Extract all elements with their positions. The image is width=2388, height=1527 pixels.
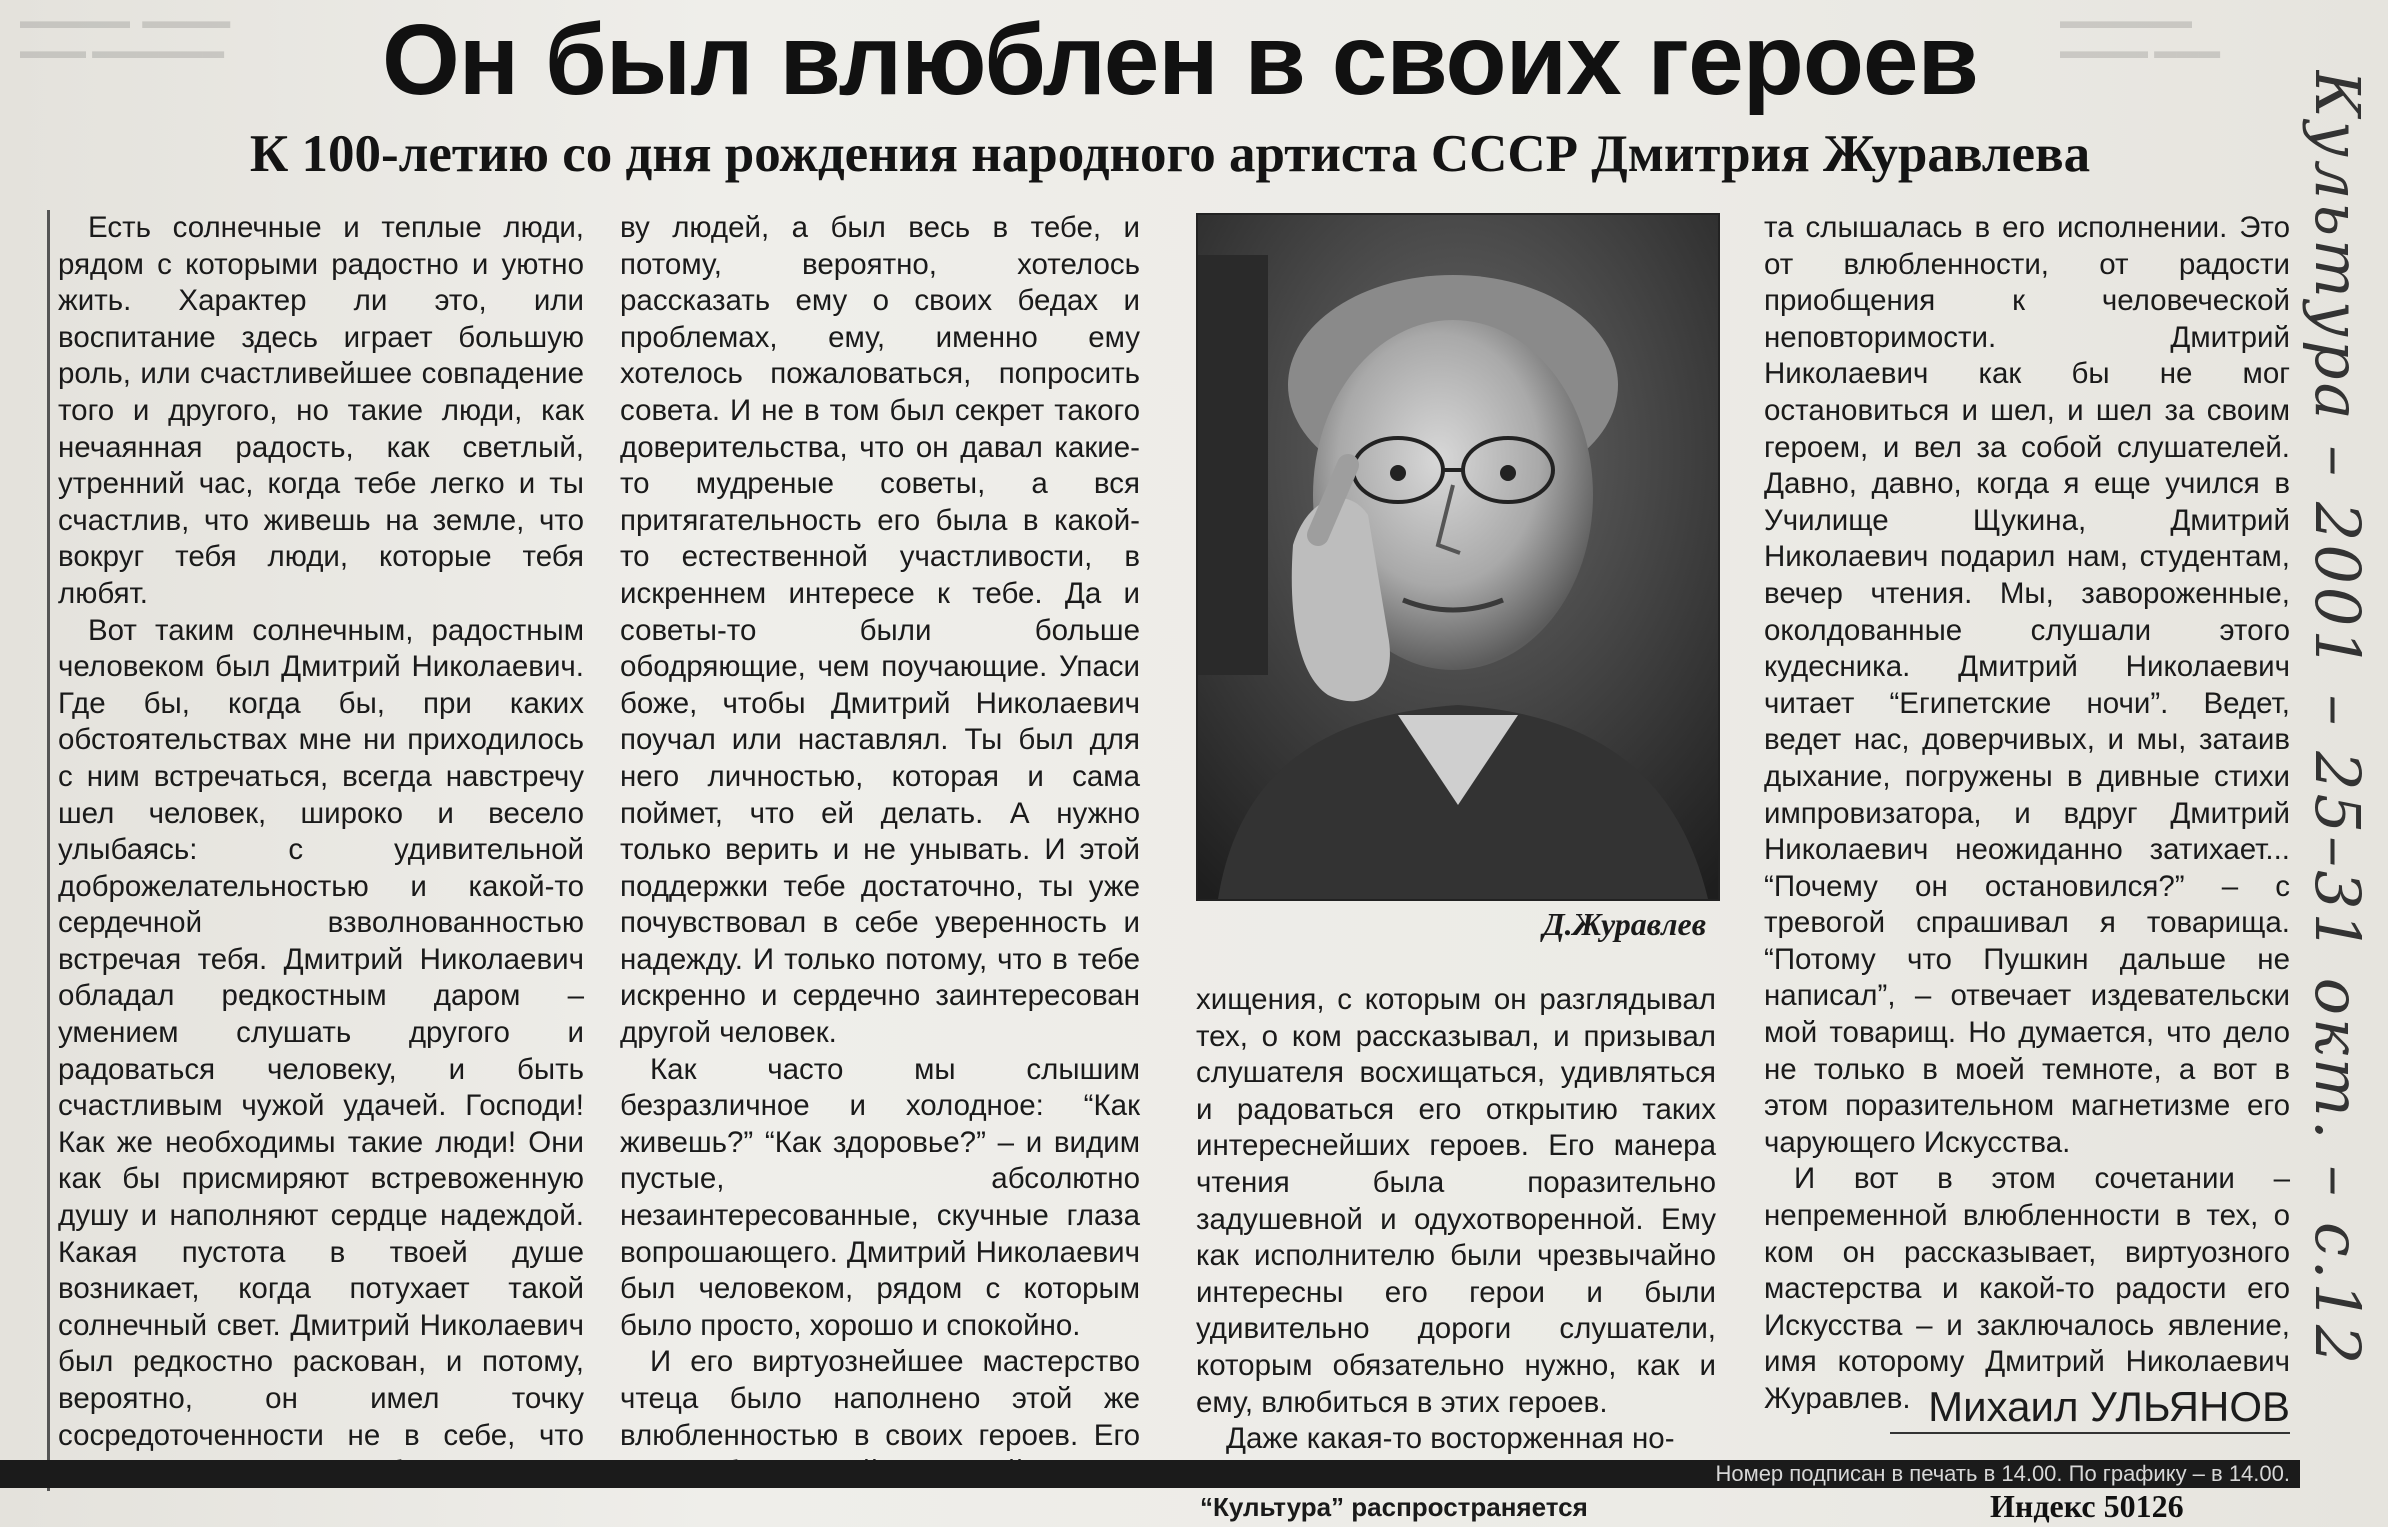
handwritten-annotation-text: Культура – 2001 – 25–31 окт. – с.12 [2301,70,2374,1368]
paragraph: Как часто мы слышим безразличное и холодное: “Как живешь?” “Как здоровье?” – и видим пустые, абсолютно незаинтересованные, скучные глаза вопрошающего. Дмитрий Николаевич был человеком, рядом с которым было просто, хорошо и спокойно. [620,1052,1140,1342]
article-author: Михаил УЛЬЯНОВ [1928,1383,2290,1430]
handwritten-annotation [2300,70,2386,1510]
paragraph: Есть солнечные и теплые люди, рядом с которыми радостно и уютно жить. Характер ли это, или воспитание здесь играет большую роль, или счастливейшее совпадение того и другого, но такие люди, как нечаянная радость, как светлый, утренний час, когда тебе легко и ты счастлив, что живешь на земле, что вокруг тебя люди, которые тебя любят. [58,211,584,610]
paragraph: И вот в этом сочетании – непременной влюбленности в тех, о ком он рассказывает, виртуозного мастерства и какой-то радости его Искусства – и заключалось явление, имя которому Дмитрий Николаевич Журавлев. [1764,1162,2290,1415]
article-subheadline: К 100-летию со дня рождения народного артиста СССР Дмитрия Журавлева [249,125,2091,183]
article-column-3 [1196,982,1716,1458]
paragraph: ву людей, а был весь в тебе, и потому, вероятно, хотелось рассказать ему о своих бедах и проблемах, ему, именно ему хотелось пожаловаться, попросить совета. И не в том был секрет такого доверительства, что он давал какие-то мудреные советы, а вся притягательность его была в какой-то естественной участливости, в искреннем интересе к тебе. Да и советы-то были больше ободряющие, чем поучающие. Упаси боже, чтобы Дмитрий Николаевич поучал или наставлял. Ты был для него личностью, которая и сама поймет, что ей делать. А нужно только верить и не унывать. И этой поддержки тебе достаточно, ты уже почувствовал в себе уверенность и надежду. И только потому, что в тебе искренно и сердечно заинтересован другой человек. [620,211,1140,1050]
footer-distribution-text: “Культура” распространяется [1200,1492,1588,1522]
footer-print-note: Номер подписан в печать в 14.00. По графику – в 14.00. [1715,1461,2290,1486]
paragraph: Даже какая-то восторженная но- [1226,1422,1675,1456]
bleed-through-right: ▬▬▬▬▬▬ ▬▬▬▬ ▬▬▬ [2060,8,2221,63]
article-column-4 [1764,210,2290,1418]
portrait-photo [1196,213,1720,901]
article-column-2 [620,210,1140,1491]
article-headline: Он был влюблен в своих героев [382,4,1978,116]
author-underline [1890,1432,2290,1434]
portrait-illustration [1198,215,1718,899]
article-column-1 [47,210,584,1491]
bleed-through-left: ▬▬▬▬▬ ▬▬▬▬ ▬▬▬ ▬▬▬▬▬▬ [20,8,231,63]
paragraph: та слышалась в его исполнении. Это от влюбленности, от радости приобщения к человеческой неповторимости. Дмитрий Николаевич как бы не мог остановиться и шел, и шел за своим героем, и вел за собой слушателей. Давно, давно, когда я еще учился в Училище Щукина, Дмитрий Николаевич подарил нам, студентам, вечер чтения. Мы, завороженные, околдованные слушали этого кудесника. Дмитрий Николаевич читает “Египетские ночи”. Ведет, ведет нас, доверчивых, и мы, затаив дыхание, погружены в дивные стихи импровизатора, и вдруг Дмитрий Николаевич неожиданно затихает... “Почему он остановился?” – с тревогой спрашивал я товарища. “Потому что Пушкин дальше не написал”, – отвечает издевательски мой товарищ. Но думается, что дело не только в моей темноте, а вот в этом поразительном магнетизме его чарующего Искусства. [1764,211,2290,1159]
paragraph: Вот таким солнечным, радостным человеком был Дмитрий Николаевич. Где бы, когда бы, при каких обстоятельствах мне ни приходилось с ним встречаться, всегда навстречу шел человек, широко и весело улыбаясь: с удивительной доброжелательностью и какой-то сердечной взволнованностью встречая тебя. Дмитрий Николаевич обладал редкостным даром – умением слушать другого и радоваться человеку, и быть счастливым чужой удачей. Господи! Как же необходимы такие люди! Они как бы присмиряют встревоженную душу и наполняют сердце надеждой. Какая пустота в твоей душе возникает, когда потухает такой солнечный свет. Дмитрий Николаевич был редкостно раскован, и потому, вероятно, он имел точку сосредоточенности не в себе, что [58,613,584,1452]
paragraph: И его виртуознейшее мастерство чтеца было наполнено этой же влюбленностью в своих героев. Его [620,1345,1140,1452]
subscription-index: Индекс 50126 [1990,1488,2184,1524]
photo-caption: Д.Журавлев [1542,906,1706,942]
paragraph: хищения, с которым он разглядывал тех, о ком рассказывал, и призывал слушателя восхищаться, удивляться и радоваться его открытию таких интереснейших героев. Его манера чтения была поразительно задушевной и одухотворенной. Ему как исполнителю были чрезвычайно интересны его герои и были удивительно дороги слушатели, которым обязательно нужно, как и ему, влюбиться в этих героев. [1196,983,1716,1419]
